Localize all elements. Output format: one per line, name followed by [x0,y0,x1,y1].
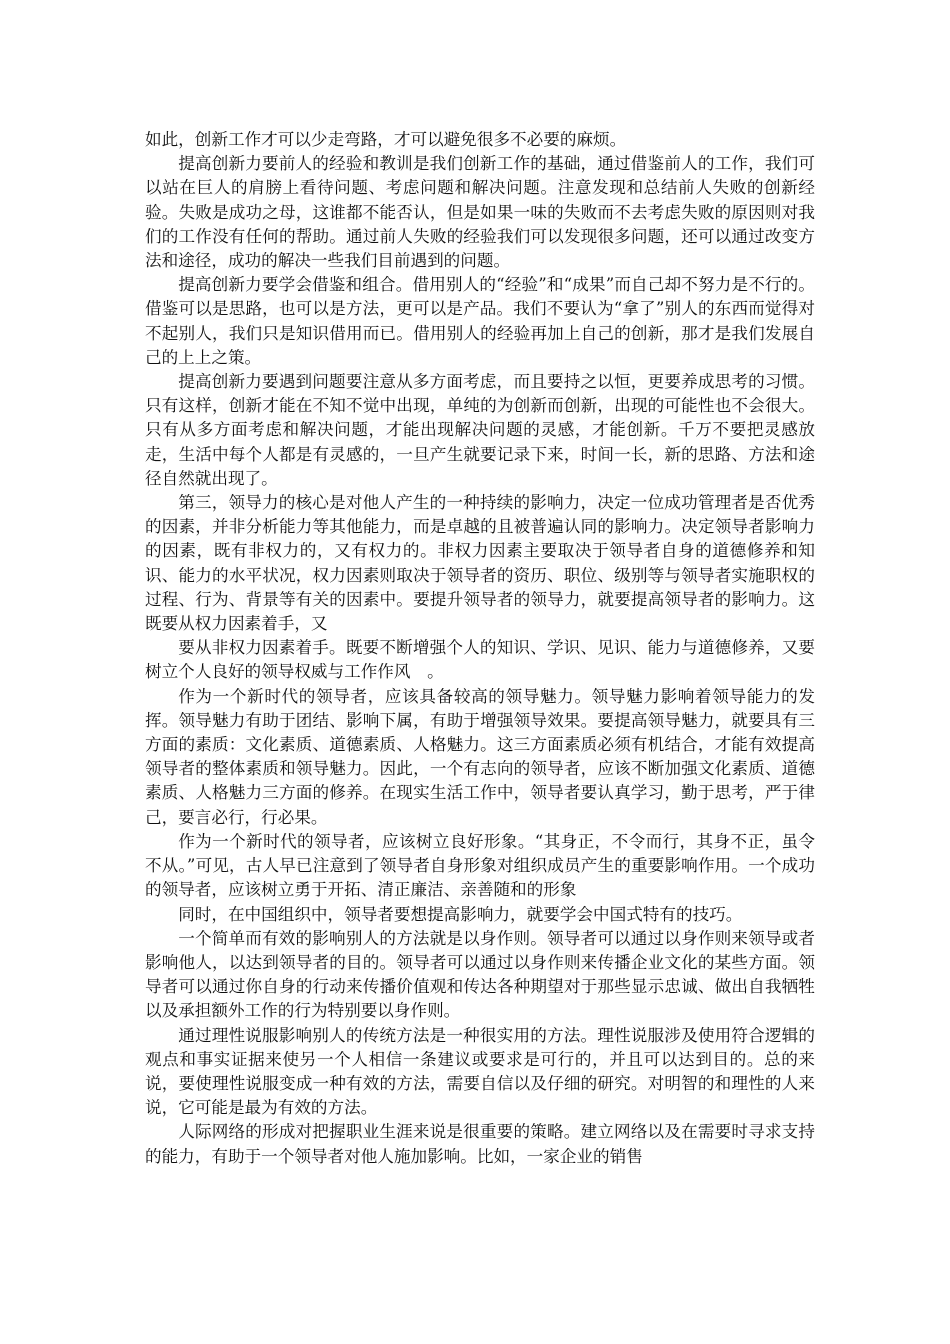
paragraph-leadership-charm: 作为一个新时代的领导者，应该具备较高的领导魅力。领导魅力影响着领导能力的发挥。领导魅力有助于团结、影响下属，有助于增强领导效果。要提高领导魅力，就要具有三方面的素质：文化素质、道德素质、人格魅力。这三方面素质必须有机结合，才能有效提高领导者的整体素质和领导魅力。因此，一个有志向的领导者，应该不断加强文化素质、道德素质、人格魅力三方面的修养。在现实生活工作中，领导者要认真学习，勤于思考，严于律己，要言必行，行必果。 [145,686,815,827]
document-body [145,128,815,1169]
paragraph-innovation-thinking: 提高创新力要遇到问题要注意从多方面考虑，而且要持之以恒，更要养成思考的习惯。只有这样，创新才能在不知不觉中出现，单纯的为创新而创新，出现的可能性也不会很大。只有从多方面考虑和解决问题，才能出现解决问题的灵感，才能创新。千万不要把灵感放走，生活中每个人都是有灵感的，一旦产生就要记录下来，时间一长，新的思路、方法和途径自然就出现了。 [145,372,815,488]
paragraph-leadership-core: 第三，领导力的核心是对他人产生的一种持续的影响力，决定一位成功管理者是否优秀的因素，并非分析能力等其他能力，而是卓越的且被普遍认同的影响力。决定领导者影响力的因素，既有非权力的，又有权力的。非权力因素主要取决于领导者自身的道德修养和知识、能力的水平状况，权力因素则取决于领导者的资历、职位、级别等与领导者实施职权的过程、行为、背景等有关的因素中。要提升领导者的领导力，就要提高领导者的影响力。这既要从权力因素着手，又 [145,493,815,634]
paragraph-lead-by-example: 一个简单而有效的影响别人的方法就是以身作则。领导者可以通过以身作则来领导或者影响他人，以达到领导者的目的。领导者可以通过以身作则来传播企业文化的某些方面。领导者可以通过你自身的行动来传播价值观和传达各种期望对于那些显示忠诚、做出自我牺牲以及承担额外工作的行为特别要以身作则。 [145,928,815,1021]
paragraph-innovation-borrowing: 提高创新力要学会借鉴和组合。借用别人的“经验”和“成果”而自己却不努力是不行的。借鉴可以是思路，也可以是方法，更可以是产品。我们不要认为“拿了”别人的东西而觉得对不起别人，我们只是知识借用而已。借用别人的经验再加上自己的创新，那才是我们发展自己的上上之策。 [145,275,815,367]
paragraph-continuation: 如此，创新工作才可以少走弯路，才可以避免很多不必要的麻烦。 [145,130,627,149]
paragraph-rational-persuasion: 通过理性说服影响别人的传统方法是一种很实用的方法。理性说服涉及使用符合逻辑的观点和事实证据来使另一个人相信一条建议或要求是可行的，并且可以达到目的。总的来说，要使理性说服变成一种有效的方法，需要自信以及仔细的研究。对明智的和理性的人来说，它可能是最为有效的方法。 [145,1025,815,1118]
paragraph-networking: 人际网络的形成对把握职业生涯来说是很重要的策略。建立网络以及在需要时寻求支持的能力，有助于一个领导者对他人施加影响。比如，一家企业的销售 [145,1122,815,1166]
paragraph-chinese-techniques: 同时，在中国组织中，领导者要想提高影响力，就要学会中国式特有的技巧。 [178,904,743,924]
paragraph-innovation-experience: 提高创新力要前人的经验和教训是我们创新工作的基础，通过借鉴前人的工作，我们可以站在巨人的肩膀上看待问题、考虑问题和解决问题。注意发现和总结前人失败的创新经验。失败是成功之母，这谁都不能否认，但是如果一味的失败而不去考虑失败的原因则对我们的工作没有任何的帮助。通过前人失败的经验我们可以发现很多问题，还可以通过改变方法和途径，成功的解决一些我们目前遇到的问题。 [145,154,815,271]
paragraph-non-power-factors: 要从非权力因素着手。既要不断增强个人的知识、学识、见识、能力与道德修养，又要树立个人良好的领导权威与工作作风 。 [145,638,815,682]
paragraph-leader-image: 作为一个新时代的领导者，应该树立良好形象。“其身正，不令而行，其身不正，虽令不从。”可见，古人早已注意到了领导者自身形象对组织成员产生的重要影响作用。一个成功的领导者，应该树立勇于开拓、清正廉洁、亲善随和的形象 [145,831,815,900]
